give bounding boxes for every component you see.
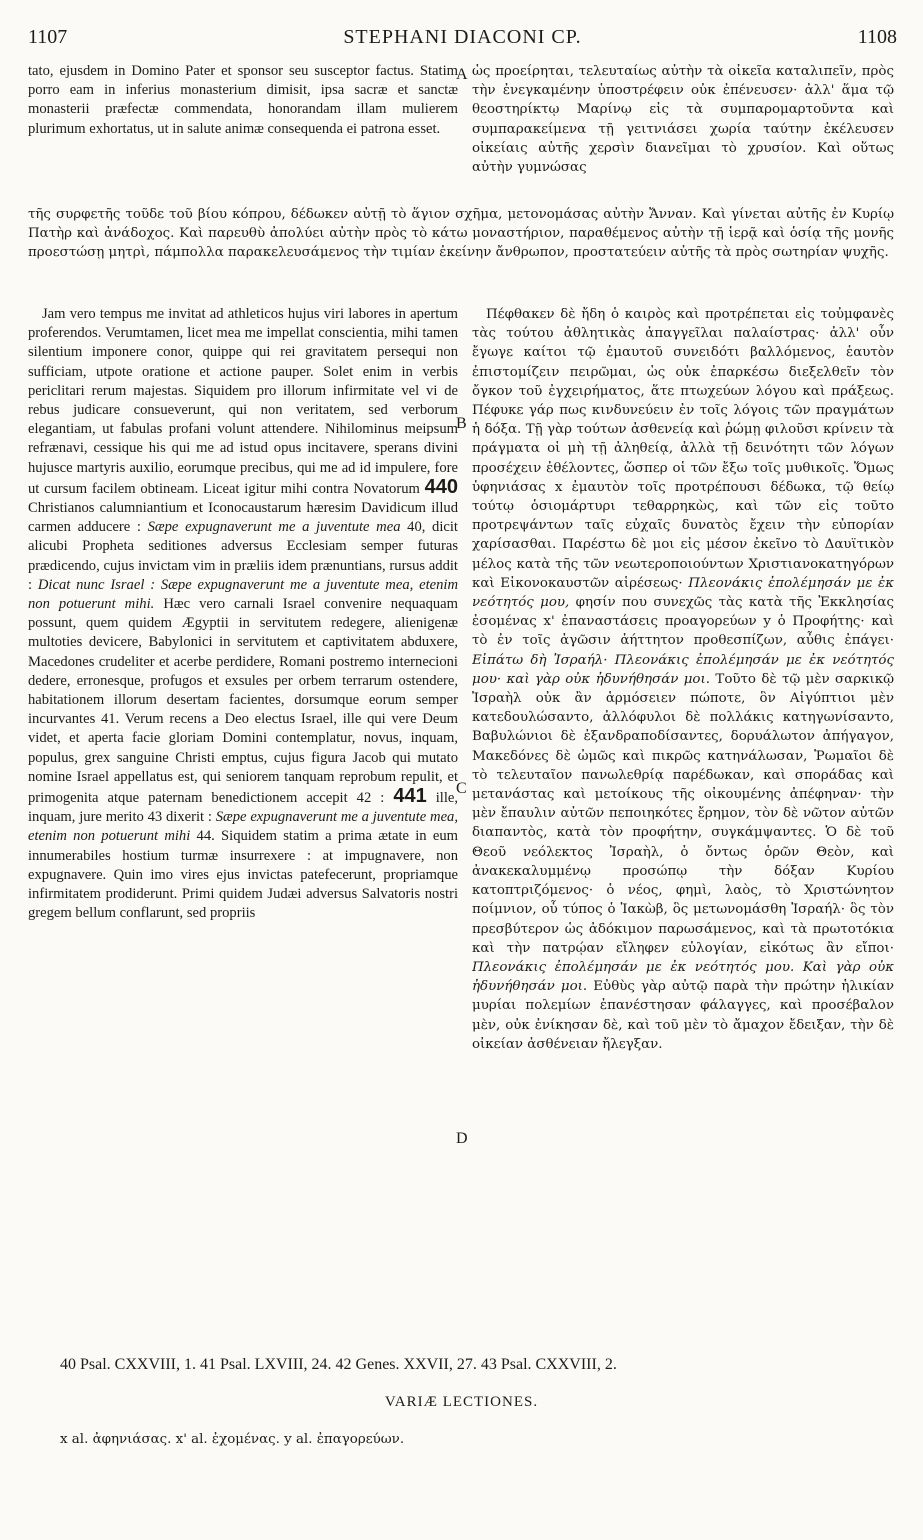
left-page-number: 1107 [28,26,68,48]
latin-main-paragraph [28,305,458,924]
footnotes: 40 Psal. CXXVIII, 1. 41 Psal. LXVIII, 24. 42 Genes. XXVII, 27. 43 Psal. CXXVIII, 2. [60,1356,617,1373]
latin-column-top [28,62,458,198]
column-number-441: 441 [393,785,427,808]
running-title: STEPHANI DIACONI CP. [343,26,582,48]
margin-letter-d: D [456,1130,468,1147]
latin-column-main [28,305,458,1340]
latin-quote: Sæpe expugnaverunt me a juventute mea, etenim non potuerunt mihi [28,809,458,845]
greek-column-main [472,305,894,1340]
latin-top-paragraph: tato, ejusdem in Domino Pater et sponsor seu susceptor factus. Statim porro eam in inferius monasterium dimisit, ipsa sacræ et sanctæ monasterii præfectæ commendata, honorandam illam mulierem plurimum exhortatus, ut in salute animæ consequenda ei patrona esset. [28,63,458,137]
greek-text: Πέφθακεν δὲ ἤδη ὁ καιρὸς καὶ προτρέπεται εἰς τοὐμφανὲς τὰς τούτου ἀθλητικὰς ἀπαγγεῖλαι παλαίστρας· ἀλλ' οὖν ἔγωγε καίτοι τῷ ἐμαυτοῦ συνειδότι βαλλόμενος, ἑαυτὸν ἐπιστομίζειν πειρῶμαι, ὡς οὐκ ἐπαρκέσω διεξελθεῖν τὸν ὄγκον τοῦ ἐγχειρήματος, ἅτε πτωχεύων λόγου καὶ πράξεως. Πέφυκε γάρ πως κινδυνεύειν ἐν τοῖς λόγοις τῶν πραγμάτων ἡ δόξα. Τῇ γὰρ τούτων ἀσθενείᾳ καὶ ῥώμῃ φιλοῦσι κρίνειν τὰ πράγματα οἱ μὴ τῇ ἀληθείᾳ, ἀλλὰ τῇ δεινότητι τῶν λόγων προσέχειν ἐθέλοντες, ὥσπερ οἱ τῶν ἔξω τοῖς μυθικοῖς. Ὅμως ὑφηνιάσας x ἐμαυτὸν τοῖς προτρέπουσι δέδωκα, τῷ θείῳ τούτῳ ὁσιομάρτυρι τεθαρρηκὼς, καὶ τῶν εἰς τοῦτο προτρεψάντων ταῖς εὐχαῖς δυνατὸς ἔχειν τὴν εὐπορίαν χαρίσασθαι. Παρέστω δὲ μοι εἰς μέσον ἐκεῖνο τὸ Δαυϊτικὸν μέλος κατὰ τῆς τῶν νεωτεροποιούντων Χριστιανοκατηγόρων καὶ Εἰκονοκαυστῶν αἱρέσεως· [472,307,894,591]
greek-text: Εὐθὺς γὰρ αὐτῷ παρὰ τὴν πρώτην ἡλικίαν μυρίαι πολεμίων ἐπανέστησαν φάλαγγες, καὶ προσέβαλον μὲν, οὐκ ἐνίκησαν δὲ, καὶ τοῦ μὲν τὸ ἄμαχον ἔδειξαν, τὴν δὲ οἰκείαν ἀσθένειαν ἤλεγξαν. [472,979,894,1052]
greek-text: Τοῦτο δὲ τῷ μὲν σαρκικῷ Ἰσραὴλ οὐκ ἂν ἁρμόσειεν πώποτε, ὃν Αἰγύπτιοι μὲν κατεδουλώσαντο, ἀλλόφυλοι δὲ πολλάκις κατηγωνίσαντο, Βαβυλώνιοι δὲ ἐξανδραποδίσαντες, δορυάλωτον ἀπήγαγον, Μακεδόνες δὲ ὠμῶς καὶ πικρῶς κατηνάλωσαν, Ῥωμαῖοι δὲ τὸ τελευταῖον πανωλεθρίᾳ παρέδωκαν, καὶ σποράδας καὶ μετανάστας καὶ μετοίκους τῆς οἰκουμένης ἀπέφηναν· τὴν μὲν ἔπαυλιν αὐτῶν πεποιηκότες ἔρημον, τὸν δὲ νῶτον αὐτῶν διαπαντὸς, κατὰ τὸν προφήτην, συγκάμψαντες. Ὁ δὲ τοῦ Θεοῦ νεόλεκτος Ἰσραὴλ, ὁ ὄντως ὁρῶν Θεὸν, καὶ ἀνακεκαλυμμένῳ προσώπῳ τὴν δόξαν Κυρίου κατοπτριζόμενος· ὁ νέος, φημὶ, λαὸς, τὸ Χριστώνητον ποίμνιον, οὗ τύπος ὁ Ἰακὼβ, ὃς μετωνομάσθη Ἰσραήλ· ὃς τὸν πρεσβύτερον ὡς ἀδόκιμον παρωσάμενος, καὶ τὰ πρωτοτόκια καὶ τὴν πατρῴαν εἴληφεν εὐλογίαν, εἰκότως ἂν εἴποι· [472,671,894,956]
variae-lectiones: x al. ἀφηνιάσας. x' al. ἐχομένας. y al. ἐπαγορεύων. [60,1432,405,1447]
margin-letter-a: A [456,66,468,83]
greek-band-paragraph: τῆς συρφετῆς τοῦδε τοῦ βίου κόπρου, δέδωκεν αὐτῇ τὸ ἅγιον σχῆμα, μετονομάσας αὐτὴν Ἄνναν. Καὶ γίνεται αὐτῆς ἐν Κυρίῳ Πατὴρ καὶ ἀνάδοχος. Καὶ παρευθὺ ἀπολύει αὐτὴν πρὸς τὸ κάτω μοναστήριον, παραθέμενος αὐτὴν τῇ ἱερᾷ καὶ ὁσίᾳ τῆς μονῆς προεστώσῃ μητρὶ, πάμπολλα παρακελευσάμενος τὴν τιμίαν ἐκείνην ἄνθρωπον, προστατεύειν αὐτῆς τὰ πρὸς σωτηρίαν ψυχῆς. [28,207,894,261]
page-header [28,26,897,56]
latin-text: Jam vero tempus me invitat ad athleticos hujus viri labores in apertum proferendos. Verumtamen, licet mea me impellat conscientia, mihi tamen silentium imponere conor, quippe qui rei gravitatem persequi non sufficiam, utpote oratione et actione pauper. Solet enim in verbis periclitari rerum majestas. Siquidem pro illorum infirmitate vel vi de rebus judicare consueverunt, qui non veritatem, sed verborum elegantiam, ut fabulas profani volunt attendere. Nihilominus meipsum refrænavi, cessique his qui me ad istud opus incitavere, sperans divini hujusce martyris auxilio, eorumque precibus, qui me ad id impulere, fore ut cursum facilem obtineam. Liceat igitur mihi contra Novatorum [28,306,458,497]
latin-text: Hæc vero carnali Israel convenire nequaquam possunt, quem quidem Ægyptii in servitutem redegere, alienigenæ multoties devicere, Babylonici in servitutem et captivitatem abduxere, Macedones crudeliter et acerbe perdidere, Romani postremo internecioni dedere, erronesque, profugos et exsules per orbem terrarum ostendere, habitationem illorum desertam facientes, dorsumque eorum semper incurvantes 41. Verum recens a Deo electus Israel, ille qui vere Deum videt, et aperta facie gloriam Domini contemplatur, novus, inquam, populus, grex sanguine Christi emptus, cujus figura Jacob qui mutato nomine Israel appellatus est, qui seniorem tanquam reprobum repulit, et primogenita atque paternam benedictionem accepit 42 : [28,596,458,807]
margin-letter-c: C [456,780,467,797]
latin-text: 44. Siquidem statim a prima ætate in eum innumerabiles hostium turmæ insurrexere : at impugnavere, non expugnavere. Quin imo vires ejus invictas patefecerunt, propriamque infirmitatem prodiderunt. Primi quidem Judæi adversus Salvatoris nostri gregem bellum conflarunt, sed propriis [28,828,458,922]
greek-text: φησίν που συνεχῶς τὰς κατὰ τῆς Ἐκκλησίας ἐσομένας x' ἐπαναστάσεις προαγορεύων y ὁ Προφήτης· καὶ τὸ ἐν τοῖς ἀγῶσιν ἀήττητον προθεσπίζων, αὖθις ἐπάγει· [472,595,894,649]
greek-quote: Πλεονάκις ἐπολέμησάν με ἐκ νεότητός μου, [472,575,894,611]
margin-letter-b: B [456,415,467,432]
column-number-440: 440 [424,475,458,498]
latin-text: Christianos calumniantium et Iconocaustarum hæresim Davidicum illud carmen adducere : [28,500,458,536]
latin-text: 40, dicit alicubi Propheta seditiones adversus Ecclesiam semper futuras prædicendo, cujus invictam vim in præliis idem prænuntians, rursus addit : [28,519,458,593]
variae-lectiones-heading: VARIÆ LECTIONES. [384,1394,539,1410]
right-page-number: 1108 [857,26,897,48]
greek-full-width-band [28,205,894,301]
greek-top-paragraph: ὡς προείρηται, τελευταίως αὐτὴν τὰ οἰκεῖα καταλιπεῖν, πρὸς τὴν ἐνεγκαμένην ὑποστρέφειν οὐκ ἐπένευσεν· ἀλλ' ἅμα τῷ θεοστηρίκτῳ Μαρίνῳ εἰς τὰ συμπαρομαρτοῦντα καὶ συμπαρακείμενα τῇ γειτνιάσει χωρία ταύτην ἐκέλευσεν οἰκείαις αὐτῆς χερσὶν διανεῖμαι τὸ χρυσίον. Καὶ οὕτως αὐτὴν γυμνώσας [472,64,894,176]
latin-quote: Dicat nunc Israel : Sæpe expugnaverunt me a juventute mea, etenim non potuerunt mihi. [28,576,458,613]
greek-quote: Εἰπάτω δὴ Ἰσραήλ· Πλεονάκις ἐπολέμησάν με ἐκ νεότητός μου· καὶ γὰρ οὐκ ἠδυνήθησάν μοι. [472,652,894,687]
latin-text: ille, inquam, jure merito 43 dixerit : [28,790,458,826]
latin-quote: Sæpe expugnaverunt me a juventute mea [147,519,401,536]
greek-quote: Πλεονάκις ἐπολέμησάν με ἐκ νεότητός μου. Καὶ γὰρ οὐκ ἠδυνήθησάν μοι. [472,959,894,995]
greek-main-paragraph [472,305,894,1054]
greek-column-top [472,62,894,198]
